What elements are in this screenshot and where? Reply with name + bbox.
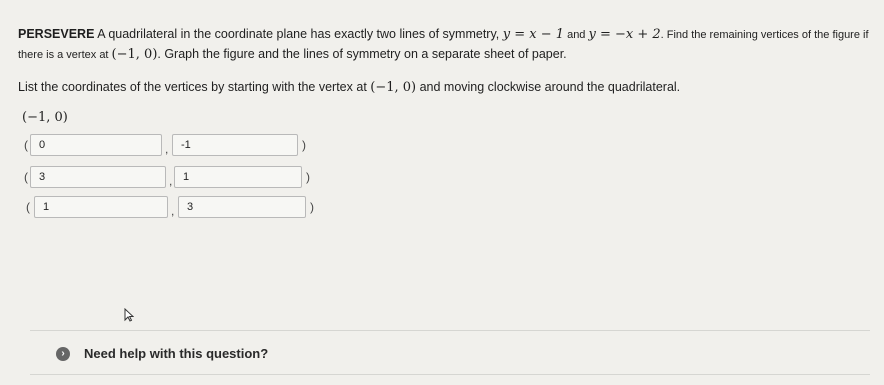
y-coordinate-input[interactable]: 3 (178, 196, 306, 218)
question-label: PERSEVERE (18, 27, 95, 41)
question-text: PERSEVERE A quadrilateral in the coordinate plane has exactly two lines of symmetry, y = x − 1 and y = −x + 2. Find the remaining vertices of the figure if there is a vertex at (−1, 0). Graph the figure and the lines of symmetry on a separate sheet of paper. (18, 27, 869, 62)
comma: , (171, 204, 175, 218)
close-paren: ) (306, 170, 310, 184)
close-paren: ) (310, 200, 314, 214)
help-label: Need help with this question? (84, 346, 269, 361)
y-coordinate-input[interactable]: -1 (172, 134, 298, 156)
chevron-right-icon: › (56, 347, 70, 361)
instruction-text: List the coordinates of the vertices by starting with the vertex at (−1, 0) and moving clockwise around the quadrilateral. (18, 80, 681, 95)
symmetry-line-2: y = −x + 2 (588, 27, 661, 42)
open-paren: ( (24, 138, 28, 152)
open-paren: ( (26, 200, 30, 214)
comma: , (169, 174, 173, 188)
x-coordinate-input[interactable]: 3 (30, 166, 166, 188)
mouse-pointer-icon (124, 308, 134, 322)
vertex-row-4 (22, 196, 322, 220)
x-coordinate-input[interactable]: 1 (34, 196, 168, 218)
given-vertex: (−1, 0) (22, 110, 68, 125)
divider (30, 374, 870, 375)
vertex-row-2 (22, 134, 322, 158)
vertex-row-3 (22, 166, 322, 190)
comma: , (165, 142, 169, 156)
close-paren: ) (302, 138, 306, 152)
help-toggle[interactable] (56, 346, 268, 361)
question-vertex: (−1, 0) (111, 47, 158, 62)
x-coordinate-input[interactable]: 0 (30, 134, 162, 156)
symmetry-line-1: y = x − 1 (502, 27, 565, 42)
divider (30, 330, 870, 331)
y-coordinate-input[interactable]: 1 (174, 166, 302, 188)
open-paren: ( (24, 170, 28, 184)
